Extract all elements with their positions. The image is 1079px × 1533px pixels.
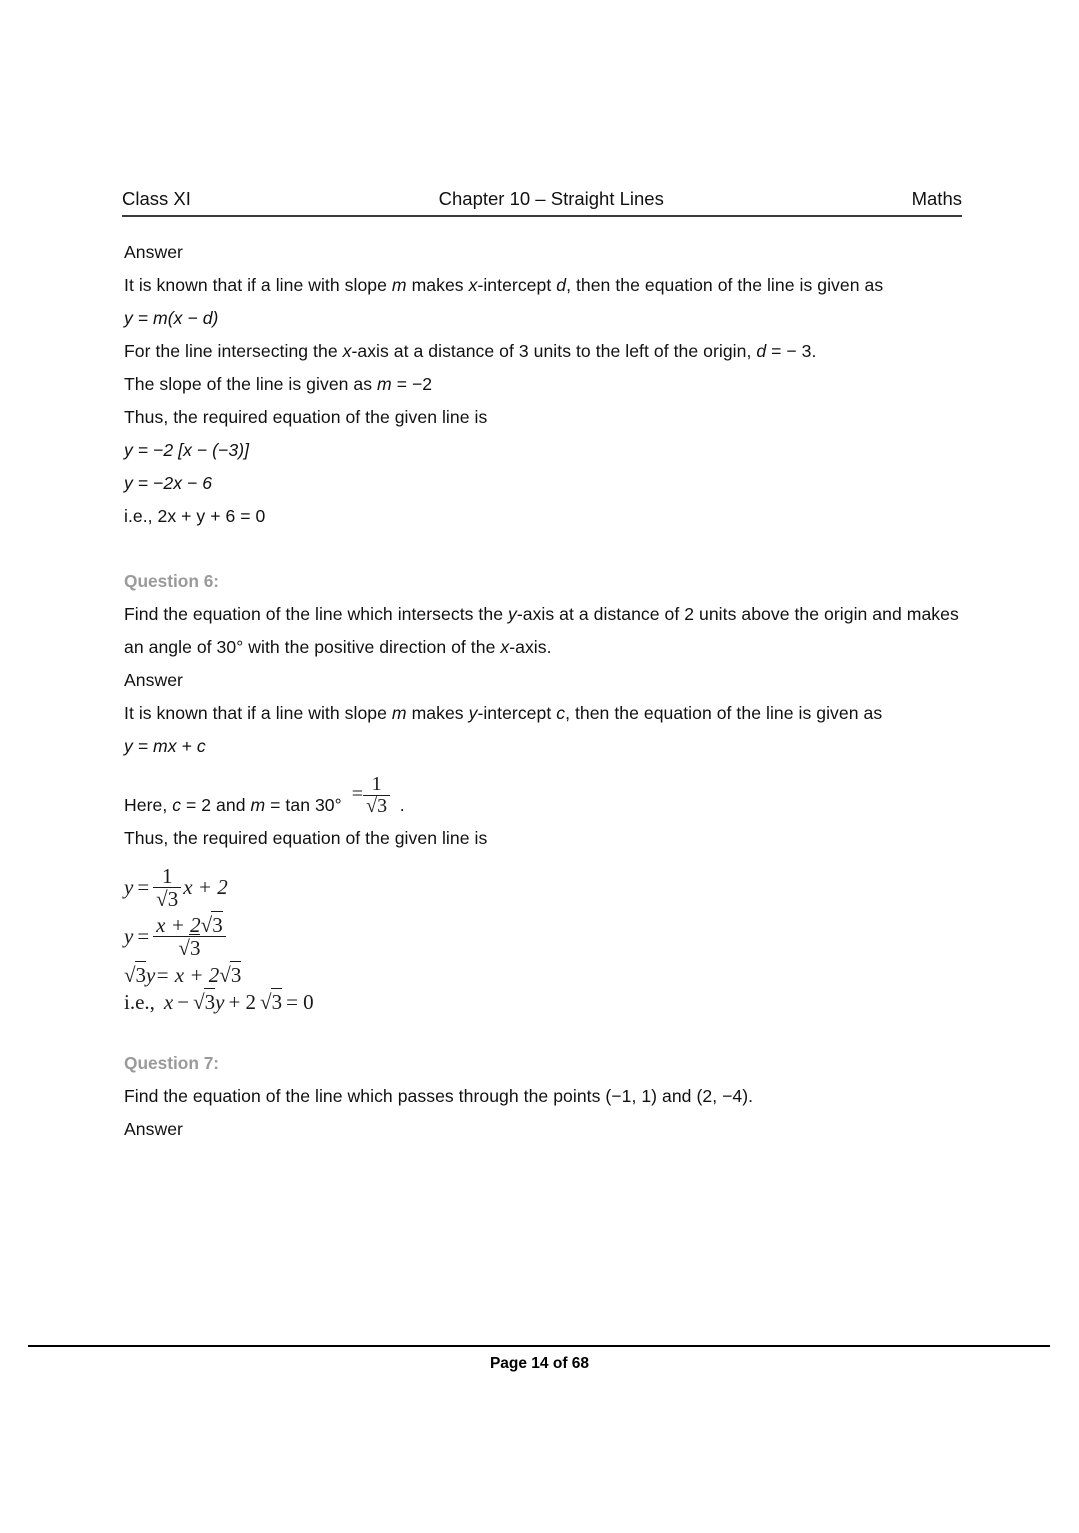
q6-eq4-x: x <box>163 990 174 1015</box>
q5-d-text-b: -axis at a distance of 3 units to the left of the origin, <box>351 341 757 361</box>
footer-page-number: Page 14 of 68 <box>489 1355 590 1372</box>
q6-inline-denominator <box>363 795 390 817</box>
q6-eq4-sqrt-2 <box>260 990 282 1015</box>
q6-here-period: . <box>399 795 405 815</box>
q6-eq4-radicand-2: 3 <box>271 990 283 1015</box>
q6-var-y: y <box>468 703 478 723</box>
q6-here-statement <box>124 773 962 822</box>
q6-eq4-y: y <box>215 990 225 1015</box>
q6-eq1-denominator <box>153 887 181 910</box>
q6-prompt-var-x: x <box>500 637 510 657</box>
answer-label-q7: Answer <box>124 1119 183 1140</box>
q6-eq2-num-radicand: 3 <box>212 913 223 938</box>
q5-slope-statement <box>124 368 962 401</box>
q6-prompt-c: -axis. <box>509 637 552 657</box>
q6-equation-slope-intercept <box>124 730 962 763</box>
q5-eq3-rest: = −2x − 6 <box>132 473 213 493</box>
q5-thus-statement: Thus, the required equation of the given line is <box>124 407 488 427</box>
q6-eq2-den-sqrt <box>178 937 200 959</box>
q6-math-eq-3 <box>124 963 962 988</box>
answer-label-q5: Answer <box>124 242 183 262</box>
header-class-label: Class XI <box>122 188 191 209</box>
question-6-heading: Question 6: <box>124 571 220 591</box>
q6-var-c: c <box>556 703 566 723</box>
q6-eq2-lhs: y <box>124 924 134 949</box>
q5-equation-4: i.e., 2x + y + 6 = 0 <box>124 506 266 526</box>
spacer-before-q7 <box>124 1015 962 1047</box>
q6-known-text-b: makes <box>406 703 469 723</box>
q6-eq2-fraction <box>153 914 226 959</box>
q6-known-statement <box>124 697 962 730</box>
q6-prompt-var-y: y <box>507 604 517 624</box>
q6-math-eq-4 <box>124 990 962 1015</box>
footer-divider <box>28 1345 1050 1347</box>
q6-eq4-radicand: 3 <box>204 990 216 1015</box>
q6-derivation-math-block <box>124 865 962 1015</box>
q5-eq2-y: y <box>124 440 133 460</box>
q6-eq2-equals: = <box>137 924 150 949</box>
q5-var-x: x <box>468 275 478 295</box>
q6-inline-equals: = <box>351 783 364 806</box>
q6-eq3-sqrt-lhs <box>124 963 146 988</box>
question-6-prompt <box>124 598 962 664</box>
q5-d-var-x: x <box>342 341 352 361</box>
q5-slope-text-b: = −2 <box>391 374 433 394</box>
q6-eq2-den-radicand: 3 <box>189 936 201 961</box>
q6-eq1-equals: = <box>137 875 150 900</box>
q6-here-text-b: = 2 and <box>181 795 251 815</box>
q6-eq3-radical-icon: √ <box>124 963 136 988</box>
q6-known-text-d: , then the equation of the line is given as <box>565 703 883 723</box>
header-divider <box>122 215 962 217</box>
q6-here-text-c: = tan 30° <box>265 795 342 815</box>
spacer-before-q6 <box>124 533 962 565</box>
q5-equation-2 <box>124 434 962 467</box>
q6-eq1-radicand: 3 <box>167 887 179 912</box>
q6-eq3-radical-icon-2: √ <box>219 963 231 988</box>
page-content <box>124 236 962 1146</box>
q5-eq2-rest: = −2 [x − (−3)] <box>132 440 250 460</box>
q5-slope-var-m: m <box>377 374 392 394</box>
q5-d-text-a: For the line intersecting the <box>124 341 343 361</box>
q5-eq1-rest: = m(x − d) <box>132 308 219 328</box>
q5-known-statement <box>124 269 962 302</box>
q5-known-text-c: -intercept <box>477 275 557 295</box>
q6-eq2-den-radical-icon: √ <box>178 936 190 961</box>
q5-var-d: d <box>556 275 567 295</box>
q6-eq4-sqrt-1 <box>193 990 215 1015</box>
q6-eq3-radicand: 3 <box>135 963 147 988</box>
q6-eq2-num-text: x + 2 <box>156 913 201 938</box>
q6-here-var-c: c <box>172 795 182 815</box>
q6-prompt-b: -axis at a distance of 2 units above the origin and makes an angle of 30° with the positive direction of the <box>124 604 959 657</box>
q6-eq1-lhs: y <box>124 875 134 900</box>
q5-eq3-y: y <box>124 473 133 493</box>
q6-thus-statement: Thus, the required equation of the given line is <box>124 828 488 848</box>
q6-eq-rest: = mx + c <box>132 736 206 756</box>
header-chapter-title: Chapter 10 – Straight Lines <box>438 188 664 209</box>
q5-known-text-d: , then the equation of the line is given as <box>566 275 884 295</box>
q5-known-text-b: makes <box>406 275 469 295</box>
q5-known-text-a: It is known that if a line with slope <box>124 275 392 295</box>
q6-eq4-minus: − <box>177 990 190 1015</box>
q5-equation-3 <box>124 467 962 500</box>
q6-eq4-end: = 0 <box>286 990 314 1015</box>
q6-eq2-num-radical-icon: √ <box>200 913 213 938</box>
page-header <box>122 188 962 214</box>
q6-eq2-numerator <box>153 914 226 936</box>
q6-eq2-num-sqrt <box>201 914 223 936</box>
q6-prompt-a: Find the equation of the line which intersects the <box>124 604 508 624</box>
q6-eq4-plus: + 2 <box>228 990 257 1015</box>
q6-known-text-c: -intercept <box>477 703 557 723</box>
q6-var-m: m <box>391 703 407 723</box>
header-subject-label: Maths <box>911 188 962 209</box>
question-7-prompt: Find the equation of the line which passes through the points (−1, 1) and (2, −4). <box>124 1086 754 1107</box>
q5-equation-1 <box>124 302 962 335</box>
q6-here-var-m: m <box>250 795 266 815</box>
q6-eq4-radical-icon-2: √ <box>260 990 272 1015</box>
spacer-before-here-line <box>124 763 962 789</box>
q6-eq4-radical-icon: √ <box>193 990 205 1015</box>
q6-eq3-sqrt-rhs <box>219 963 241 988</box>
q6-here-text-a: Here, <box>124 795 173 815</box>
q6-eq-y: y <box>124 736 133 756</box>
q6-eq2-denominator <box>153 936 226 959</box>
q6-known-text-a: It is known that if a line with slope <box>124 703 392 723</box>
q6-math-eq-2 <box>124 914 962 959</box>
answer-label-q6: Answer <box>124 670 183 690</box>
q5-d-var-d: d <box>756 341 767 361</box>
q5-d-value-statement <box>124 335 962 368</box>
q6-eq3-rest: = x + 2 <box>155 963 220 988</box>
q6-eq3-y: y <box>146 963 156 988</box>
question-7-heading: Question 7: <box>124 1053 220 1074</box>
q5-eq1-y: y <box>124 308 133 328</box>
q6-eq1-numerator: 1 <box>161 864 173 888</box>
q6-eq1-radical-icon: √ <box>156 887 168 912</box>
q6-inline-fraction <box>363 774 390 817</box>
q6-eq1-tail: x + 2 <box>183 875 228 900</box>
q6-eq3-radicand-2: 3 <box>230 963 242 988</box>
q6-eq1-fraction <box>153 865 181 910</box>
q6-inline-radical-icon: √ <box>366 795 378 817</box>
q6-math-eq-1 <box>124 865 962 910</box>
q6-inline-radicand: 3 <box>377 795 388 817</box>
q5-d-text-c: = − 3. <box>766 341 817 361</box>
q6-inline-numerator: 1 <box>371 773 382 795</box>
q6-eq4-prefix: i.e., <box>124 990 155 1015</box>
q5-var-m: m <box>391 275 407 295</box>
q5-slope-text-a: The slope of the line is given as <box>124 374 378 394</box>
